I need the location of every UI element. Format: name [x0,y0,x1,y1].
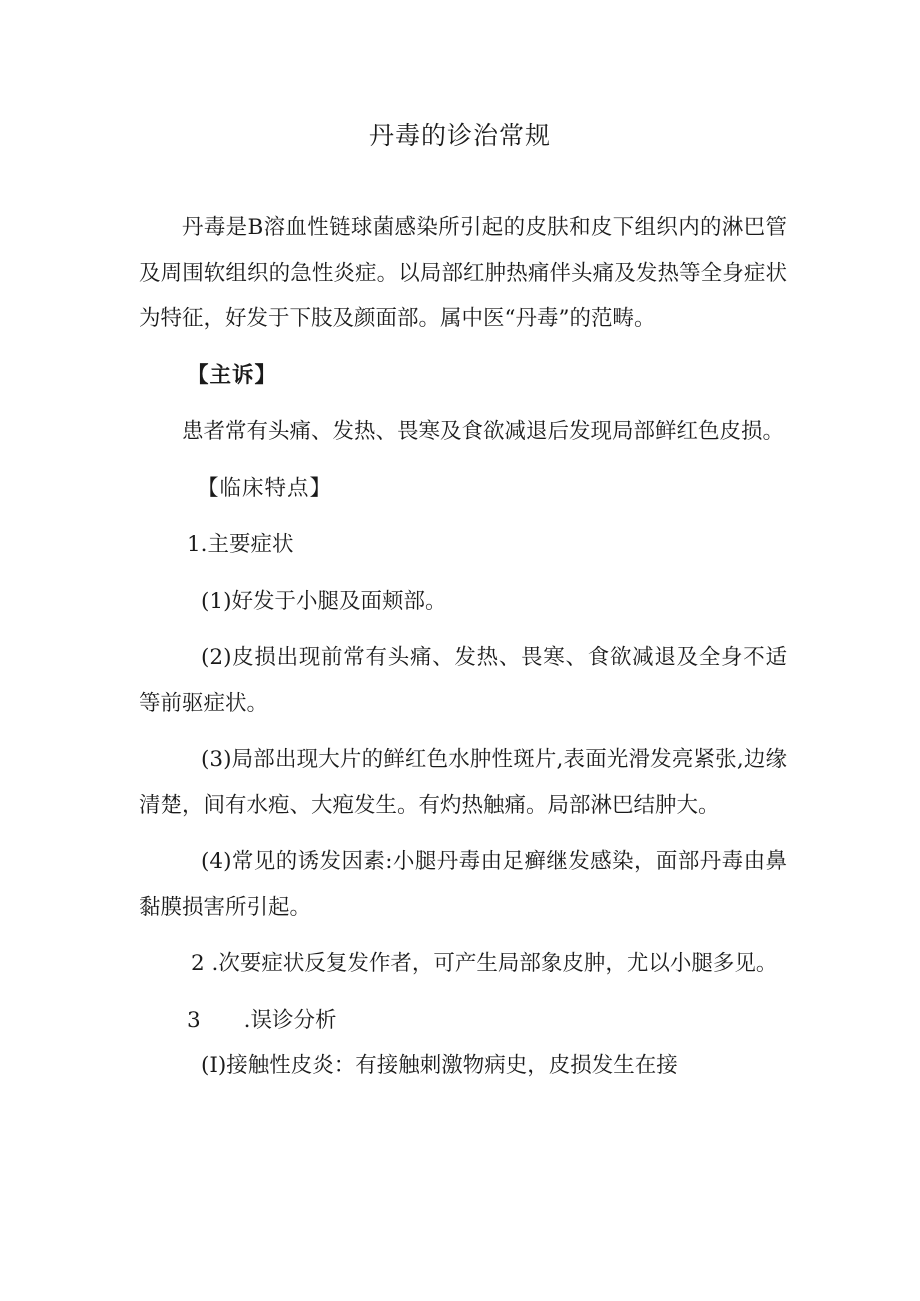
symptom-item-2: (2)皮损出现前常有头痛、发热、畏寒、食欲减退及全身不适等前驱症状。 [139,645,787,716]
symptom-item-3: (3)局部出现大片的鲜红色水肿性斑片,表面光滑发亮紧张,边缘清楚，间有水疱、大疱发生。有灼热触痛。局部淋巴结肿大。 [139,747,787,818]
symptom-item-1: (1)好发于小腿及面颊部。 [201,588,447,614]
document-body [139,205,787,1100]
document-title: 丹毒的诊治常规 [368,121,551,150]
misdiagnosis-label: 3 .误诊分析 [187,1007,337,1033]
secondary-symptoms-paragraph: 2 .次要症状反复发作者，可产生局部象皮肿，尤以小腿多见。 [191,951,778,976]
complaint-paragraph: 患者常有头痛、发热、畏寒及食欲减退后发现局部鲜红色皮损。 [182,419,785,444]
symptom-item-4: (4)常见的诱发因素:小腿丹毒由足癣继发感染，面部丹毒由鼻黏膜损害所引起。 [139,849,787,920]
complaint-heading: 【主诉】 [187,362,278,388]
misdiagnosis-item-1: (I)接触性皮炎：有接触刺激物病史，皮损发生在接 [201,1053,678,1078]
intro-paragraph: 丹毒是B溶血性链球菌感染所引起的皮肤和皮下组织内的淋巴管及周围软组织的急性炎症。以局部红肿热痛伴头痛及发热等全身症状为特征，好发于下肢及颜面部。属中医“丹毒”的范畴。 [139,215,787,331]
clinical-heading: 【临床特点】 [197,475,333,501]
main-symptoms-label: 1.主要症状 [187,532,294,557]
